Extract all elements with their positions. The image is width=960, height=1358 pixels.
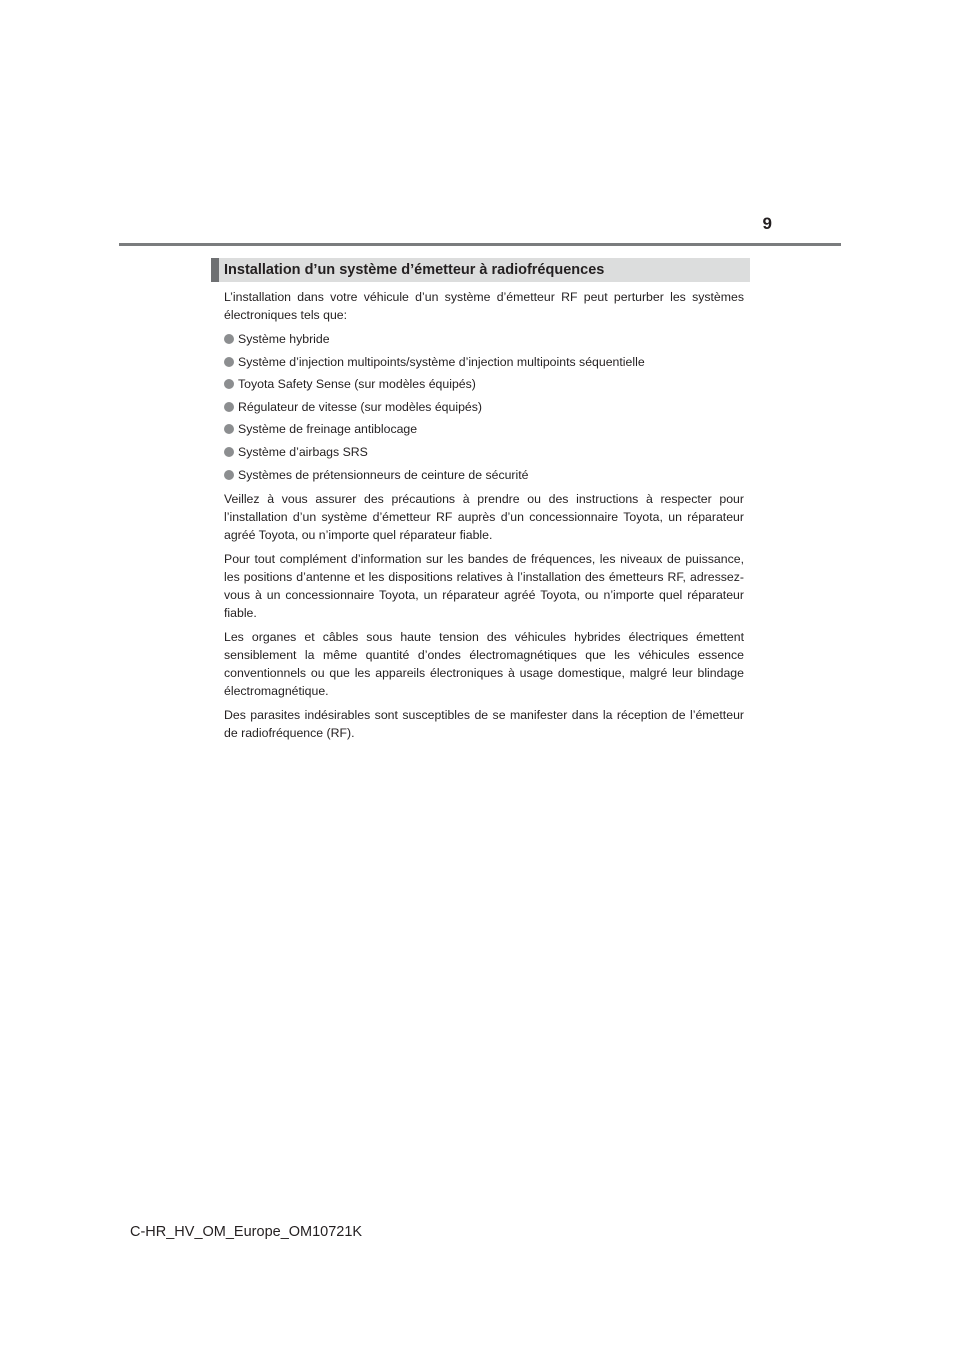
list-item-label: Régulateur de vitesse (sur modèles équipés) — [238, 399, 483, 414]
page-number: 9 — [762, 214, 772, 233]
bullet-icon — [224, 447, 234, 457]
bullet-icon — [224, 424, 234, 434]
header-rule — [119, 243, 841, 246]
bullet-icon — [224, 470, 234, 480]
list-item-label: Système hybride — [238, 332, 330, 346]
body-paragraph: Veillez à vous assurer des précautions à prendre ou des instructions à respecter pour l’installation d’un système d’émetteur RF auprès d’un concessionnaire Toyota, un réparateur agréé Toyota, ou n’importe quel réparateur fiable. — [224, 491, 744, 542]
system-list — [224, 330, 744, 484]
body-paragraph: Pour tout complément d’information sur les bandes de fréquences, les niveaux de puissance, les positions d’antenne et les dispositions relatives à l’installation des émetteurs RF, adressez-vous à un concessionnaire Toyota, un réparateur agréé Toyota, ou n’importe quel réparateur fiable. — [224, 551, 744, 620]
list-item — [224, 375, 744, 393]
bullet-icon — [224, 402, 234, 412]
list-item — [224, 443, 744, 461]
body-paragraph: Des parasites indésirables sont susceptibles de se manifester dans la réception de l’émetteur de radiofréquence (RF). — [224, 707, 744, 740]
bullet-icon — [224, 357, 234, 367]
list-item — [224, 330, 744, 348]
intro-paragraph: L’installation dans votre véhicule d’un système d’émetteur RF peut perturber les systèmes électroniques tels que: — [224, 290, 744, 322]
list-item — [224, 466, 744, 484]
list-item — [224, 420, 744, 438]
bullet-icon — [224, 334, 234, 344]
section-body — [224, 288, 744, 748]
section-heading: Installation d’un système d’émetteur à radiofréquences — [211, 258, 750, 282]
list-item — [224, 398, 744, 416]
bullet-icon — [224, 379, 234, 389]
list-item-label: Système de freinage antiblocage — [238, 422, 418, 437]
body-paragraph: Les organes et câbles sous haute tension des véhicules hybrides électriques émettent sensiblement la même quantité d’ondes électromagnétiques que les véhicules essence conventionnels ou que les appareils électroniques à usage domestique, malgré leur blindage électromagnétique. — [224, 629, 744, 698]
list-item-label: Toyota Safety Sense (sur modèles équipés) — [238, 377, 476, 392]
document-code: C-HR_HV_OM_Europe_OM10721K — [130, 1224, 363, 1240]
list-item-label: Système d’injection multipoints/système d’injection multipoints séquentielle — [238, 354, 645, 369]
list-item — [224, 353, 744, 371]
list-item-label: Système d’airbags SRS — [238, 444, 368, 459]
list-item-label: Systèmes de prétensionneurs de ceinture de sécurité — [238, 467, 529, 482]
